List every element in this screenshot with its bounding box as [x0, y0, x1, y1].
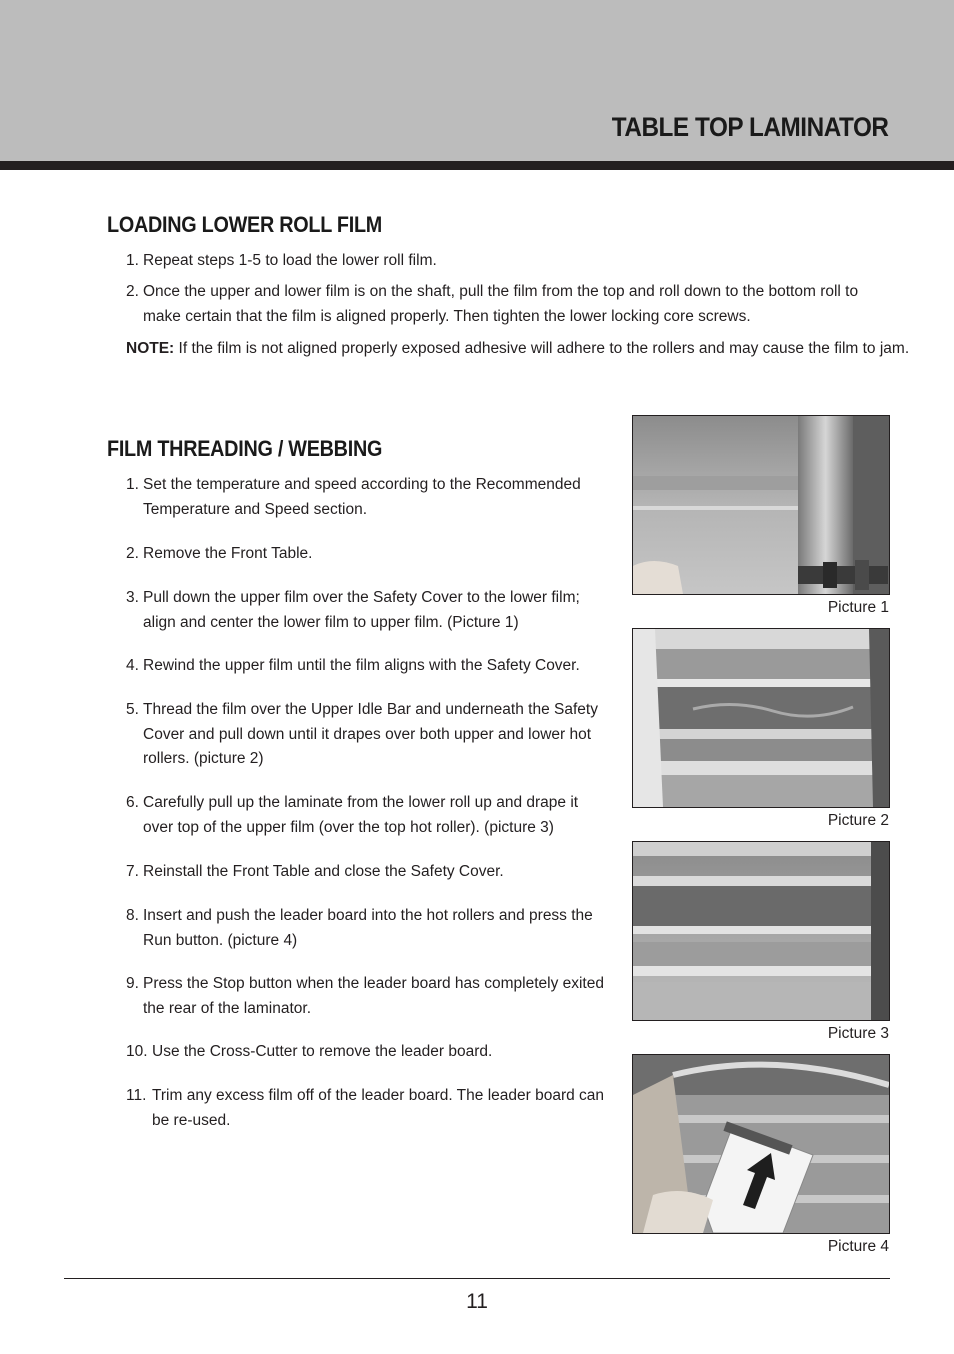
threading-step: [126, 791, 610, 840]
threading-step: [126, 473, 606, 522]
note: [126, 337, 909, 361]
threading-step: [126, 698, 606, 772]
step-number: 8.: [126, 907, 139, 924]
step-text: Press the Stop button when the leader board has completely exited the rear of the laminator.: [143, 975, 604, 1017]
step-number: 4.: [126, 657, 139, 674]
step-text: Set the temperature and speed according to the Recommended Temperature and Speed section.: [143, 476, 581, 518]
picture-caption: Picture 4: [827, 1238, 889, 1255]
step-number: 2.: [126, 283, 139, 300]
loading-step: [126, 280, 890, 329]
step-number: 11.: [126, 1087, 147, 1104]
step-number: 7.: [126, 863, 139, 880]
picture-caption: Picture 1: [827, 599, 889, 616]
step-text: Pull down the upper film over the Safety Cover to the lower film; align and center the lower film to upper film. (Picture 1): [143, 589, 580, 631]
footer-rule: [64, 1278, 890, 1279]
step-text: Once the upper and lower film is on the shaft, pull the film from the top and roll down to the bottom roll to make certain that the film is aligned properly. Then tighten the lower locking core screws.: [143, 283, 859, 325]
step-number: 10.: [126, 1043, 148, 1060]
loading-step: [126, 249, 890, 274]
step-text: Trim any excess film off of the leader board. The leader board can be re-used.: [152, 1087, 605, 1129]
threading-step: [126, 1040, 606, 1065]
step-number: 6.: [126, 794, 139, 811]
picture-2: [632, 628, 890, 808]
step-text: Repeat steps 1-5 to load the lower roll film.: [143, 252, 437, 269]
threading-heading: FILM THREADING / WEBBING: [107, 436, 383, 461]
picture-caption: Picture 2: [827, 812, 889, 829]
step-number: 9.: [126, 975, 139, 992]
step-text: Insert and push the leader board into the hot rollers and press the Run button. (picture 4): [143, 907, 593, 949]
document-title: TABLE TOP LAMINATOR: [611, 112, 888, 142]
loading-heading: LOADING LOWER ROLL FILM: [107, 212, 383, 237]
note-text: If the film is not aligned properly exposed adhesive will adhere to the rollers and may cause the film to jam.: [178, 340, 910, 357]
threading-step: [126, 654, 606, 679]
threading-step: [126, 586, 606, 635]
threading-step: [126, 1084, 606, 1133]
threading-step: [126, 542, 606, 567]
step-text: Carefully pull up the laminate from the lower roll up and drape it over top of the upper film (over the top hot roller). (picture 3): [143, 794, 579, 836]
step-number: 1.: [126, 476, 139, 493]
picture-caption: Picture 3: [827, 1025, 889, 1042]
step-text: Use the Cross-Cutter to remove the leader board.: [152, 1043, 493, 1060]
step-number: 5.: [126, 701, 139, 718]
picture-1: [632, 415, 890, 595]
threading-step: [126, 860, 606, 885]
step-number: 2.: [126, 545, 139, 562]
header-rule: [0, 161, 954, 170]
picture-4: [632, 1054, 890, 1234]
step-text: Rewind the upper film until the film aligns with the Safety Cover.: [143, 657, 580, 674]
step-text: Remove the Front Table.: [143, 545, 313, 562]
step-text: Reinstall the Front Table and close the Safety Cover.: [143, 863, 504, 880]
step-text: Thread the film over the Upper Idle Bar and underneath the Safety Cover and pull down until it drapes over both upper and lower hot rollers. (picture 2): [143, 701, 598, 767]
note-label: NOTE:: [126, 340, 175, 357]
threading-step: [126, 904, 606, 953]
step-number: 3.: [126, 589, 139, 606]
step-number: 1.: [126, 252, 139, 269]
picture-3: [632, 841, 890, 1021]
page-number: 11: [466, 1290, 488, 1313]
threading-step: [126, 972, 606, 1021]
